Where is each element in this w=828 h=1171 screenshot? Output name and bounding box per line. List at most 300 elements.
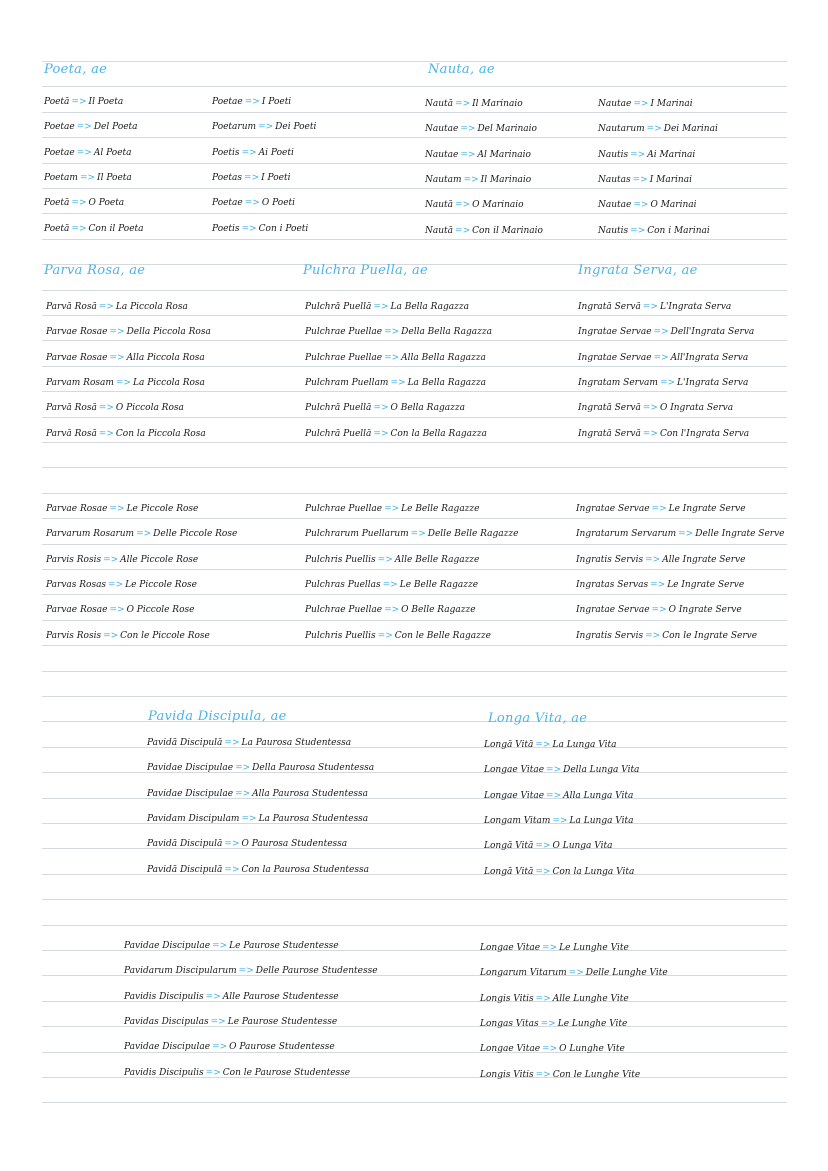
singular-form-row (305, 301, 469, 313)
latin-form: Nautae (425, 124, 459, 134)
plural-form-row (480, 967, 668, 979)
singular-form-row (46, 402, 184, 414)
arrow-icon: => (633, 200, 649, 210)
arrow-icon: => (382, 580, 398, 590)
italian-translation: Al Poeta (93, 148, 132, 158)
arrow-icon: => (373, 302, 389, 312)
latin-form: Poetā (44, 224, 70, 234)
arrow-icon: => (224, 839, 240, 849)
arrow-icon: => (642, 302, 658, 312)
plural-form-row (46, 554, 198, 566)
singular-form-row (147, 737, 351, 749)
latin-form: Parvis Rosis (46, 555, 102, 565)
latin-form: Ingratas Servas (576, 580, 649, 590)
arrow-icon: => (71, 198, 87, 208)
latin-form: Pavidae Discipulae (147, 789, 234, 799)
latin-form: Longarum Vitarum (480, 968, 567, 978)
arrow-icon: => (76, 148, 92, 158)
singular-form-row (46, 352, 205, 364)
ruled-line (42, 544, 787, 545)
latin-form: Longā Vitā (484, 867, 534, 877)
arrow-icon: => (235, 763, 251, 773)
plural-form-row (46, 630, 210, 642)
italian-translation: Della Lunga Vita (563, 765, 640, 775)
arrow-icon: => (455, 99, 471, 109)
singular-form-row (578, 428, 749, 440)
ruled-line (42, 340, 787, 341)
italian-translation: Della Bella Ragazza (401, 327, 492, 337)
plural-form-row (576, 604, 742, 616)
declension-title: Pulchra Puella, ae (303, 263, 429, 278)
ruled-line (42, 442, 787, 443)
italian-translation: Della Piccola Rosa (126, 327, 211, 337)
latin-form: Pavidarum Discipularum (124, 966, 237, 976)
italian-translation: La Bella Ragazza (390, 302, 469, 312)
latin-form: Parvae Rosae (46, 605, 108, 615)
latin-form: Ingratam Servam (578, 378, 658, 388)
arrow-icon: => (103, 631, 119, 641)
italian-translation: Al Marinaio (477, 150, 531, 160)
latin-form: Parvam Rosam (46, 378, 114, 388)
arrow-icon: => (651, 504, 667, 514)
arrow-icon: => (642, 429, 658, 439)
italian-translation: Con le Piccole Rose (120, 631, 210, 641)
plural-form-row (598, 199, 697, 211)
italian-translation: Del Poeta (93, 122, 138, 132)
italian-translation: Le Ingrate Serve (667, 580, 745, 590)
latin-form: Parvarum Rosarum (46, 529, 135, 539)
italian-translation: Con l'Ingrata Serva (659, 429, 750, 439)
plural-form-row (46, 528, 237, 540)
plural-form-row (305, 604, 476, 616)
ruled-line (42, 493, 787, 494)
ruled-line (42, 594, 787, 595)
plural-form-row (46, 604, 194, 616)
declension-title: Ingrata Serva, ae (578, 263, 698, 278)
latin-form: Pulchrā Puellā (305, 429, 372, 439)
arrow-icon: => (540, 1019, 556, 1029)
latin-form: Poetae (212, 97, 243, 107)
arrow-icon: => (108, 580, 124, 590)
plural-form-row (46, 503, 198, 515)
singular-form-row (425, 199, 524, 211)
latin-form: Pulchram Puellam (305, 378, 389, 388)
latin-form: Nautā (425, 200, 454, 210)
italian-translation: Alle Piccole Rose (120, 555, 199, 565)
latin-form: Poetae (44, 122, 75, 132)
italian-translation: Con i Poeti (258, 224, 309, 234)
italian-translation: O Ingrata Serva (659, 403, 734, 413)
italian-translation: La Paurosa Studentessa (241, 738, 352, 748)
arrow-icon: => (460, 124, 476, 134)
plural-form-row (598, 225, 710, 237)
ruled-line (42, 188, 787, 189)
latin-form: Poetarum (212, 122, 257, 132)
ruled-line (42, 467, 787, 468)
ruled-line (42, 239, 787, 240)
italian-translation: Delle Belle Ragazze (427, 529, 519, 539)
plural-form-row (124, 1067, 350, 1079)
singular-form-row (46, 377, 205, 389)
italian-translation: Il Marinaio (480, 175, 532, 185)
arrow-icon: => (241, 148, 257, 158)
italian-translation: Delle Piccole Rose (153, 529, 238, 539)
arrow-icon: => (535, 841, 551, 851)
italian-translation: La Paurosa Studentessa (258, 814, 369, 824)
arrow-icon: => (535, 867, 551, 877)
italian-translation: Le Lunghe Vite (557, 1019, 628, 1029)
italian-translation: Le Piccole Rose (125, 580, 197, 590)
latin-form: Parvā Rosā (46, 429, 97, 439)
arrow-icon: => (205, 992, 221, 1002)
latin-form: Longam Vitam (484, 816, 551, 826)
italian-translation: I Poeti (261, 97, 292, 107)
latin-form: Pulchras Puellas (305, 580, 381, 590)
arrow-icon: => (212, 1042, 228, 1052)
arrow-icon: => (373, 403, 389, 413)
arrow-icon: => (645, 555, 661, 565)
plural-form-row (124, 965, 378, 977)
italian-translation: Il Poeta (88, 97, 124, 107)
italian-translation: O Piccola Rosa (115, 403, 184, 413)
ruled-line (42, 213, 787, 214)
italian-translation: Le Lunghe Vite (559, 943, 629, 953)
plural-form-row (576, 554, 745, 566)
italian-translation: Alle Belle Ragazze (394, 555, 480, 565)
italian-translation: Ai Marinai (647, 150, 696, 160)
singular-form-row (44, 121, 138, 133)
latin-form: Pavidā Discipulā (147, 839, 223, 849)
italian-translation: Le Belle Ragazze (399, 580, 479, 590)
arrow-icon: => (210, 1017, 226, 1027)
arrow-icon: => (244, 97, 260, 107)
italian-translation: L'Ingrata Serva (677, 378, 749, 388)
italian-translation: Delle Ingrate Serve (695, 529, 785, 539)
latin-form: Nautae (598, 99, 632, 109)
latin-form: Longis Vitis (480, 994, 534, 1004)
arrow-icon: => (630, 226, 646, 236)
singular-form-row (425, 174, 531, 186)
italian-translation: Con la Bella Ragazza (390, 429, 487, 439)
arrow-icon: => (455, 226, 471, 236)
italian-translation: Le Paurose Studentesse (229, 941, 339, 951)
plural-form-row (46, 579, 197, 591)
arrow-icon: => (98, 429, 114, 439)
latin-form: Pulchrarum Puellarum (305, 529, 409, 539)
italian-translation: Con la Piccola Rosa (115, 429, 206, 439)
latin-form: Nautis (598, 150, 629, 160)
singular-form-row (425, 123, 537, 135)
italian-translation: Alle Lunghe Vite (552, 994, 629, 1004)
plural-form-row (480, 993, 629, 1005)
latin-form: Parvis Rosis (46, 631, 102, 641)
plural-form-row (305, 503, 480, 515)
arrow-icon: => (71, 97, 87, 107)
italian-translation: I Marinai (649, 175, 692, 185)
italian-translation: Con le Paurose Studentesse (222, 1068, 351, 1078)
singular-form-row (44, 96, 123, 108)
latin-form: Ingratae Servae (576, 605, 650, 615)
arrow-icon: => (642, 403, 658, 413)
latin-form: Nautis (598, 226, 629, 236)
plural-form-row (598, 174, 692, 186)
italian-translation: Con la Paurosa Studentessa (241, 865, 369, 875)
singular-form-row (147, 838, 347, 850)
italian-translation: O Lunghe Vite (559, 1044, 625, 1054)
italian-translation: La Piccola Rosa (115, 302, 188, 312)
italian-translation: Con le Lunghe Vite (552, 1070, 641, 1080)
arrow-icon: => (109, 504, 125, 514)
italian-translation: Con la Lunga Vita (552, 867, 635, 877)
arrow-icon: => (651, 605, 667, 615)
arrow-icon: => (103, 555, 119, 565)
ruled-line (42, 315, 787, 316)
arrow-icon: => (633, 99, 649, 109)
singular-form-row (305, 326, 492, 338)
arrow-icon: => (650, 580, 666, 590)
latin-form: Ingratā Servā (578, 302, 641, 312)
latin-form: Pavidae Discipulae (147, 763, 234, 773)
singular-form-row (484, 840, 612, 852)
plural-form-row (480, 1043, 625, 1055)
italian-translation: O Poeti (261, 198, 296, 208)
arrow-icon: => (463, 175, 479, 185)
italian-translation: O Marinai (650, 200, 697, 210)
latin-form: Pulchris Puellis (305, 631, 376, 641)
latin-form: Parvā Rosā (46, 302, 97, 312)
latin-form: Pulchră Puellā (305, 403, 372, 413)
italian-translation: Con il Marinaio (472, 226, 543, 236)
arrow-icon: => (235, 789, 251, 799)
latin-form: Poetam (44, 173, 78, 183)
latin-form: Longae Vitae (480, 1044, 541, 1054)
italian-translation: Il Marinaio (472, 99, 523, 109)
singular-form-row (305, 352, 486, 364)
ruled-line (42, 925, 787, 926)
plural-form-row (480, 1018, 627, 1030)
latin-form: Poetas (212, 173, 243, 183)
latin-form: Longā Vitā (484, 841, 534, 851)
arrow-icon: => (653, 327, 669, 337)
ruled-line (42, 366, 787, 367)
arrow-icon: => (542, 1044, 558, 1054)
italian-translation: L'Ingrata Serva (659, 302, 732, 312)
italian-translation: I Poeti (261, 173, 291, 183)
singular-form-row (484, 866, 634, 878)
declension-title: Longa Vita, ae (488, 711, 588, 726)
singular-form-row (484, 790, 633, 802)
singular-form-row (425, 225, 543, 237)
arrow-icon: => (244, 173, 260, 183)
italian-translation: O Paurosa Studentessa (241, 839, 348, 849)
arrow-icon: => (546, 765, 562, 775)
italian-translation: Delle Paurose Studentesse (255, 966, 378, 976)
latin-form: Nautae (598, 200, 632, 210)
latin-form: Pavidā Discipulā (147, 865, 223, 875)
arrow-icon: => (390, 378, 406, 388)
plural-form-row (212, 96, 291, 108)
ruled-line (42, 569, 787, 570)
arrow-icon: => (136, 529, 152, 539)
italian-translation: O Lunga Vita (552, 841, 613, 851)
singular-form-row (305, 428, 487, 440)
declension-title: Poeta, ae (44, 62, 108, 77)
plural-form-row (576, 503, 746, 515)
italian-translation: Con i Marinai (647, 226, 710, 236)
ruled-line (42, 163, 787, 164)
latin-form: Pavidis Discipulis (124, 992, 204, 1002)
singular-form-row (46, 428, 206, 440)
latin-form: Ingratis Servis (576, 631, 644, 641)
latin-form: Nautas (598, 175, 631, 185)
plural-form-row (576, 579, 744, 591)
singular-form-row (44, 197, 124, 209)
latin-form: Ingratarum Servarum (576, 529, 677, 539)
latin-form: Parvas Rosas (46, 580, 107, 590)
singular-form-row (147, 864, 369, 876)
declension-title: Nauta, ae (428, 62, 495, 77)
arrow-icon: => (659, 378, 676, 388)
arrow-icon: => (98, 302, 114, 312)
arrow-icon: => (224, 865, 240, 875)
latin-form: Longas Vitas (480, 1019, 539, 1029)
singular-form-row (484, 739, 616, 751)
italian-translation: Alla Lunga Vita (563, 791, 634, 801)
latin-form: Poetis (212, 224, 240, 234)
arrow-icon: => (546, 791, 562, 801)
ruled-line (42, 290, 787, 291)
latin-form: Nautā (425, 99, 454, 109)
italian-translation: Alle Ingrate Serve (662, 555, 746, 565)
latin-form: Pavidis Discipulis (124, 1068, 204, 1078)
singular-form-row (44, 147, 132, 159)
singular-form-row (425, 149, 531, 161)
arrow-icon: => (109, 327, 125, 337)
plural-form-row (212, 197, 295, 209)
latin-form: Pulchris Puellis (305, 555, 376, 565)
latin-form: Poetā (44, 97, 70, 107)
latin-form: Ingratae Servae (578, 353, 652, 363)
italian-translation: Delle Lunghe Vite (585, 968, 668, 978)
arrow-icon: => (384, 605, 400, 615)
latin-form: Ingratae Servae (576, 504, 650, 514)
latin-form: Pulchrae Puellae (305, 327, 383, 337)
plural-form-row (598, 123, 718, 135)
italian-translation: Alle Paurose Studentesse (222, 992, 339, 1002)
plural-form-row (598, 149, 695, 161)
latin-form: Poetae (44, 148, 75, 158)
ruled-line (42, 112, 787, 113)
italian-translation: Alla Bella Ragazza (401, 353, 486, 363)
arrow-icon: => (542, 943, 558, 953)
latin-form: Pavidae Discipulae (124, 1042, 211, 1052)
declension-title: Pavida Discipula, ae (148, 709, 287, 724)
plural-form-row (212, 147, 294, 159)
plural-form-row (124, 991, 339, 1003)
arrow-icon: => (79, 173, 96, 183)
italian-translation: O Piccole Rose (126, 605, 195, 615)
arrow-icon: => (241, 224, 257, 234)
arrow-icon: => (224, 738, 240, 748)
arrow-icon: => (98, 403, 114, 413)
latin-form: Longā Vitā (484, 740, 534, 750)
singular-form-row (305, 377, 486, 389)
singular-form-row (46, 301, 188, 313)
latin-form: Nautae (425, 150, 459, 160)
italian-translation: Le Piccole Rose (126, 504, 199, 514)
arrow-icon: => (535, 740, 551, 750)
arrow-icon: => (76, 122, 92, 132)
singular-form-row (147, 813, 368, 825)
italian-translation: Ai Poeti (258, 148, 294, 158)
arrow-icon: => (645, 631, 661, 641)
latin-form: Pavidas Discipulas (124, 1017, 209, 1027)
declension-title: Parva Rosa, ae (44, 263, 146, 278)
arrow-icon: => (109, 605, 125, 615)
plural-form-row (305, 579, 478, 591)
latin-form: Ingratis Servis (576, 555, 644, 565)
italian-translation: Il Poeta (97, 173, 132, 183)
plural-form-row (480, 1069, 640, 1081)
italian-translation: Dei Poeti (275, 122, 317, 132)
latin-form: Pulchrae Puellae (305, 504, 383, 514)
latin-form: Pavidae Discipulae (124, 941, 211, 951)
arrow-icon: => (205, 1068, 221, 1078)
latin-form: Parvae Rosae (46, 504, 108, 514)
italian-translation: Alla Piccola Rosa (126, 353, 205, 363)
arrow-icon: => (455, 200, 471, 210)
latin-form: Pavidam Discipulam (147, 814, 240, 824)
singular-form-row (484, 764, 639, 776)
arrow-icon: => (630, 150, 646, 160)
arrow-icon: => (115, 378, 131, 388)
plural-form-row (124, 940, 339, 952)
ruled-line (42, 391, 787, 392)
ruled-line (42, 620, 787, 621)
plural-form-row (305, 528, 518, 540)
italian-translation: La Lunga Vita (569, 816, 634, 826)
arrow-icon: => (410, 529, 426, 539)
latin-form: Pulchră Puellā (305, 302, 372, 312)
arrow-icon: => (71, 224, 87, 234)
arrow-icon: => (212, 941, 228, 951)
arrow-icon: => (678, 529, 694, 539)
plural-form-row (305, 630, 491, 642)
plural-form-row (598, 98, 693, 110)
latin-form: Nautam (425, 175, 462, 185)
italian-translation: Dei Marinai (663, 124, 718, 134)
latin-form: Poetā (44, 198, 70, 208)
italian-translation: Della Paurosa Studentessa (252, 763, 375, 773)
latin-form: Ingratae Servae (578, 327, 652, 337)
latin-form: Pulchrae Puellae (305, 605, 383, 615)
italian-translation: Con il Poeta (88, 224, 144, 234)
italian-translation: Le Ingrate Serve (668, 504, 746, 514)
latin-form: Parvae Rosae (46, 353, 108, 363)
italian-translation: All'Ingrata Serva (670, 353, 749, 363)
arrow-icon: => (384, 353, 400, 363)
italian-translation: O Belle Ragazze (401, 605, 476, 615)
ruled-line (42, 696, 787, 697)
arrow-icon: => (646, 124, 662, 134)
italian-translation: Le Paurose Studentesse (227, 1017, 338, 1027)
ruled-line (42, 1102, 787, 1103)
arrow-icon: => (535, 994, 551, 1004)
arrow-icon: => (460, 150, 476, 160)
italian-translation: O Bella Ragazza (390, 403, 465, 413)
italian-translation: I Marinai (650, 99, 693, 109)
arrow-icon: => (109, 353, 125, 363)
